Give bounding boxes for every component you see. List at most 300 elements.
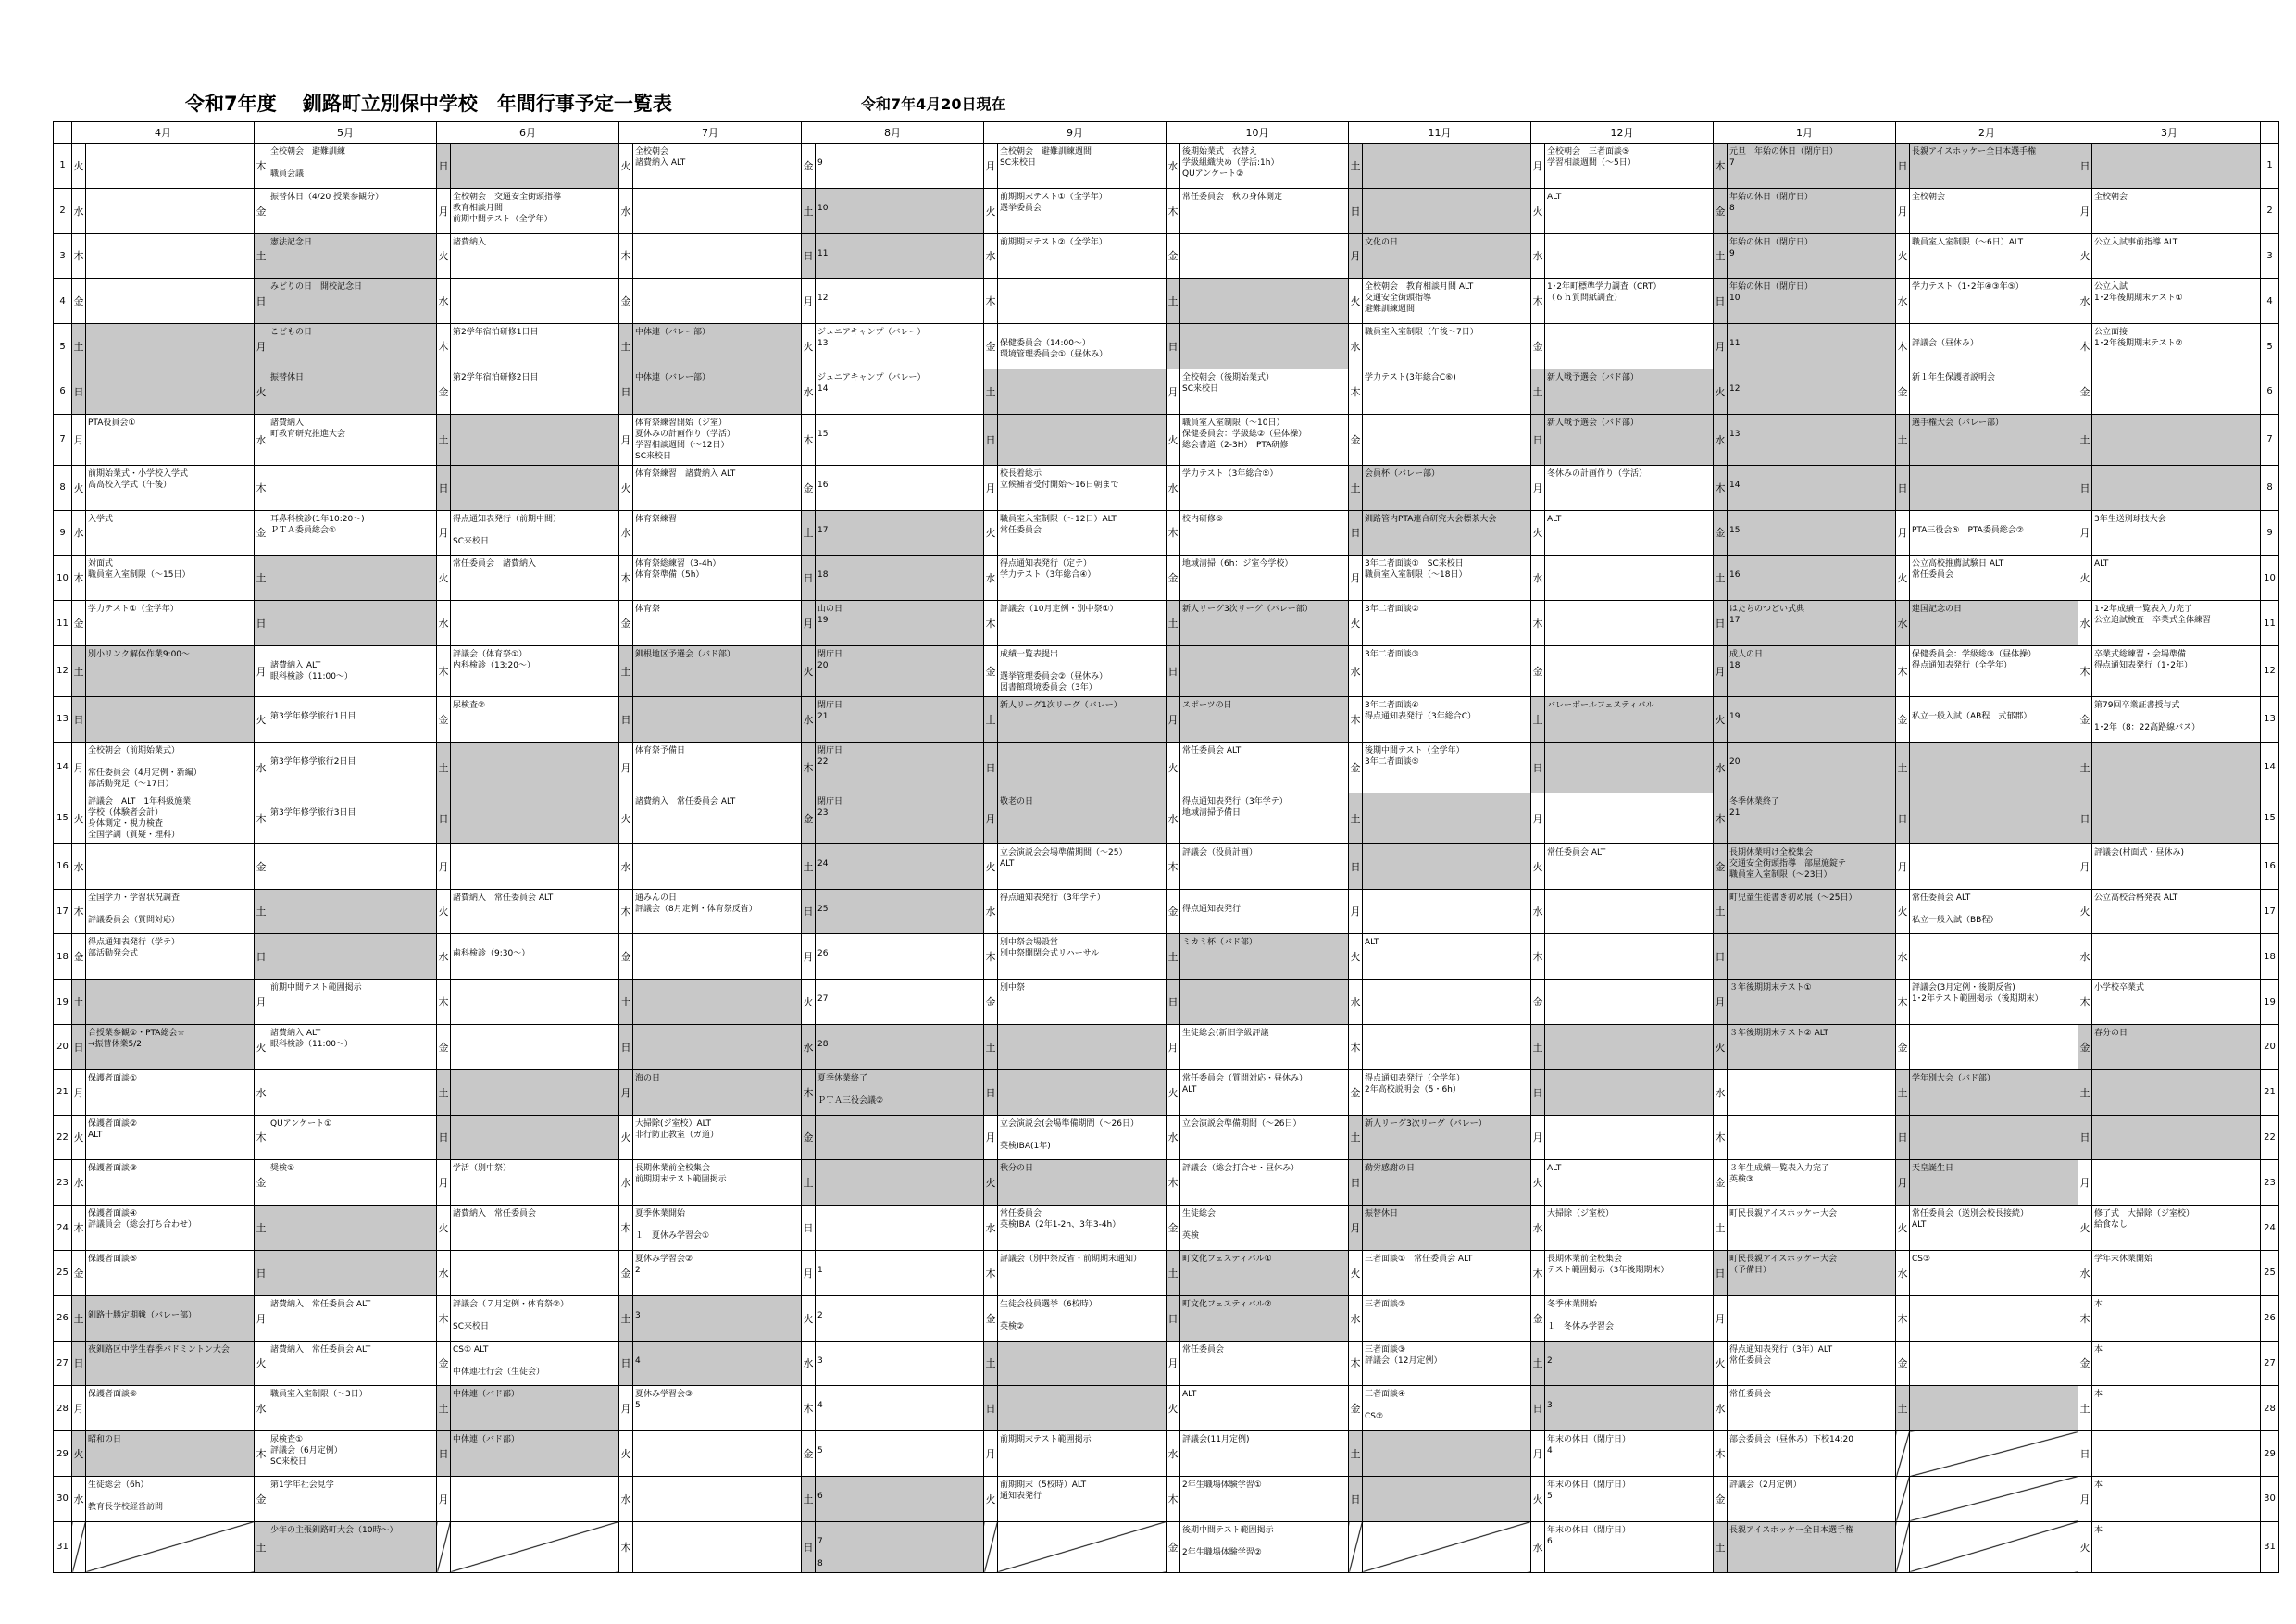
- event-cell: [1910, 1115, 2078, 1160]
- weekday-cell: 土: [2078, 414, 2092, 465]
- weekday-cell: 月: [984, 1431, 998, 1477]
- event-text: 町教育研究推進大会: [270, 429, 346, 439]
- event-text: 常任委員会: [1729, 1355, 1772, 1366]
- event-cell: [1728, 233, 1896, 279]
- event-text: 別中祭: [1000, 983, 1026, 993]
- weekday-cell: 日: [802, 556, 816, 601]
- day-number: 29: [54, 1431, 72, 1477]
- weekday-cell: 木: [802, 1386, 816, 1431]
- weekday-cell: 日: [72, 1341, 86, 1386]
- day-number: 18: [54, 934, 72, 980]
- event-text: [1000, 327, 1164, 338]
- event-cell: [1363, 1206, 1531, 1251]
- event-cell: [1910, 1069, 2078, 1115]
- weekday-cell: 金: [255, 843, 268, 889]
- event-cell: [86, 742, 255, 793]
- event-text: 小学校卒業式: [2094, 983, 2145, 993]
- event-text: 尿検査①: [270, 1435, 304, 1445]
- event-cell: [816, 843, 984, 889]
- weekday-cell: 月: [1896, 843, 1910, 889]
- event-text: 8: [817, 1558, 823, 1568]
- event-text: 評議会 ALT 1年科級施業: [88, 796, 192, 806]
- event-text: 職員室入室制限（～23日）: [1729, 869, 1832, 880]
- event-text: （予備日）: [1729, 1265, 1772, 1275]
- event-cell: [998, 1476, 1167, 1521]
- nonexistent-day-cell: [1896, 1431, 1910, 1477]
- event-cell: [1180, 934, 1349, 980]
- weekday-cell: 水: [984, 233, 998, 279]
- weekday-cell: 日: [802, 889, 816, 934]
- event-text: 14: [817, 383, 829, 394]
- event-cell: [268, 556, 437, 601]
- event-cell: [633, 980, 802, 1025]
- event-text: 非行防止教室（ガ道）: [635, 1130, 719, 1140]
- event-cell: [633, 1024, 802, 1069]
- day-number: 9: [54, 510, 72, 556]
- weekday-cell: 日: [437, 465, 451, 510]
- weekday-cell: 金: [1349, 742, 1363, 793]
- event-text: 閉庁日: [817, 745, 843, 756]
- event-text: 眼科検診（11:00～）: [270, 671, 353, 681]
- event-text: 釧根地区予選会（バド部）: [635, 649, 735, 659]
- event-cell: [268, 1250, 437, 1295]
- event-text: 諸費納入 ALT: [270, 1028, 321, 1038]
- event-text: 新人リーグ3次リーグ（バレー）: [1365, 1118, 1487, 1129]
- weekday-cell: 金: [1714, 1476, 1728, 1521]
- weekday-cell: 月: [802, 279, 816, 324]
- event-text: 得点通知表発行（3年）ALT: [1729, 1344, 1833, 1355]
- event-cell: [633, 1386, 802, 1431]
- event-text: [270, 157, 434, 169]
- event-text: [1729, 745, 1893, 756]
- event-text: テスト範囲掲示（3年後期期末）: [1547, 1265, 1669, 1275]
- day-number-right: 18: [2261, 934, 2279, 980]
- event-text: ３年後期期末テスト①: [1729, 983, 1812, 993]
- event-cell: [1910, 843, 2078, 889]
- event-cell: [1180, 601, 1349, 646]
- event-text: 全校朝会: [1912, 192, 1946, 202]
- event-cell: [1180, 1069, 1349, 1115]
- event-text: 公立追試検査 卒業式全体練習: [2094, 616, 2212, 626]
- event-cell: [1728, 1341, 1896, 1386]
- weekday-cell: 金: [1167, 1521, 1180, 1572]
- weekday-cell: 火: [1167, 742, 1180, 793]
- event-text: 15: [1729, 525, 1741, 535]
- event-cell: [1728, 1024, 1896, 1069]
- event-text: 3: [635, 1310, 641, 1320]
- event-cell: [1545, 1341, 1714, 1386]
- event-text: 12: [817, 294, 829, 304]
- event-text: [1912, 904, 2076, 915]
- weekday-cell: 土: [802, 1476, 816, 1521]
- event-cell: [1910, 889, 2078, 934]
- event-cell: [816, 645, 984, 696]
- event-text: 2: [1547, 1355, 1553, 1366]
- event-text: 第3学年修学旅行1日目: [270, 711, 356, 721]
- weekday-cell: 火: [1349, 1250, 1363, 1295]
- event-text: 夜釧路区中学生春季バドミントン大会: [88, 1344, 230, 1355]
- weekday-cell: 火: [72, 793, 86, 843]
- day-row: [54, 1160, 2279, 1206]
- event-cell: [998, 793, 1167, 843]
- event-cell: [1545, 188, 1714, 233]
- weekday-cell: 日: [619, 696, 633, 742]
- event-text: 教育相談月間: [453, 203, 504, 213]
- day-number: 8: [54, 465, 72, 510]
- event-cell: [451, 188, 619, 233]
- event-cell: [268, 1341, 437, 1386]
- event-text: 町児童生徒書き初め展（～25日）: [1729, 893, 1857, 903]
- event-cell: [1180, 1115, 1349, 1160]
- weekday-cell: 火: [1531, 1476, 1545, 1521]
- event-text: SC来校日: [453, 536, 489, 546]
- weekday-cell: 水: [1896, 934, 1910, 980]
- event-cell: [1545, 1024, 1714, 1069]
- event-text: 元旦 年始の休日（閉庁日）: [1729, 147, 1839, 156]
- weekday-cell: 月: [255, 980, 268, 1025]
- day-number-right: 28: [2261, 1386, 2279, 1431]
- month-header: 7月: [619, 122, 802, 144]
- day-row: [54, 279, 2279, 324]
- event-cell: [451, 1024, 619, 1069]
- weekday-cell: 火: [437, 556, 451, 601]
- event-text: 前期期末テスト②（全学年）: [1000, 237, 1107, 247]
- weekday-cell: 水: [1531, 1521, 1545, 1572]
- weekday-cell: 金: [984, 645, 998, 696]
- event-text: 13: [1729, 429, 1741, 439]
- weekday-cell: 木: [1167, 188, 1180, 233]
- event-text: [817, 514, 981, 525]
- event-cell: [86, 1024, 255, 1069]
- weekday-cell: 土: [984, 696, 998, 742]
- event-cell: [451, 465, 619, 510]
- weekday-cell: 水: [1531, 233, 1545, 279]
- event-text: 会員杯（バレー部）: [1365, 468, 1441, 479]
- weekday-cell: 金: [802, 144, 816, 189]
- weekday-cell: 火: [1167, 1069, 1180, 1115]
- event-text: 第2学年宿泊研修2日目: [453, 372, 539, 382]
- event-text: 前期期末テスト①（全学年）: [1000, 192, 1107, 202]
- event-cell: [1180, 188, 1349, 233]
- weekday-cell: 火: [1531, 188, 1545, 233]
- weekday-cell: 月: [619, 414, 633, 465]
- event-cell: [86, 556, 255, 601]
- event-text: 高高校入学式（午後）: [88, 480, 172, 490]
- event-text: 校内研修⑤: [1182, 514, 1224, 524]
- event-cell: [1180, 843, 1349, 889]
- event-cell: [268, 793, 437, 843]
- event-cell: [998, 233, 1167, 279]
- event-text: 評議会(3月定例・後期反省): [1912, 983, 2015, 993]
- event-text: 評議会（8月定例・体育祭反省）: [635, 904, 757, 914]
- event-cell: [2092, 324, 2261, 369]
- event-text: 年末の休日（閉庁日）: [1547, 1525, 1631, 1535]
- weekday-cell: 木: [2078, 324, 2092, 369]
- weekday-cell: 金: [802, 793, 816, 843]
- day-number: 3: [54, 233, 72, 279]
- weekday-cell: 火: [255, 1341, 268, 1386]
- event-text: 21: [817, 711, 829, 721]
- event-text: [270, 700, 434, 711]
- event-text: 諸費納入 ALT: [635, 158, 686, 168]
- weekday-cell: 月: [255, 645, 268, 696]
- event-text: [88, 904, 252, 915]
- day-number-right: 19: [2261, 980, 2279, 1025]
- day-number: 2: [54, 188, 72, 233]
- event-text: 諸費納入 常任委員会 ALT: [635, 796, 736, 806]
- weekday-cell: 水: [1349, 980, 1363, 1025]
- event-text: [88, 1299, 252, 1310]
- nonexistent-day-cell: [1910, 1476, 2078, 1521]
- event-cell: [998, 144, 1167, 189]
- event-text: （６ｈ質問紙調査）: [1547, 294, 1623, 304]
- weekday-cell: 火: [1167, 414, 1180, 465]
- event-text: 評議会（体育祭①）: [453, 649, 528, 659]
- weekday-cell: 火: [1896, 889, 1910, 934]
- day-number-right: 5: [2261, 324, 2279, 369]
- event-text: [1912, 514, 2076, 525]
- weekday-cell: 火: [2078, 556, 2092, 601]
- weekday-cell: 金: [72, 601, 86, 646]
- event-cell: [1363, 279, 1531, 324]
- event-text: 立会演説会準備期間（～26日）: [1182, 1118, 1302, 1129]
- event-text: 19: [817, 616, 829, 626]
- weekday-cell: 木: [1714, 144, 1728, 189]
- event-text: 16: [817, 480, 829, 490]
- weekday-cell: 日: [1714, 1250, 1728, 1295]
- event-cell: [268, 1431, 437, 1477]
- event-text: 学力テスト（1･2年④③年⑤）: [1912, 282, 2024, 293]
- event-text: 評議会（役員計画）: [1182, 847, 1258, 857]
- weekday-cell: 土: [619, 1295, 633, 1341]
- event-cell: [2092, 980, 2261, 1025]
- weekday-cell: 土: [802, 843, 816, 889]
- nonexistent-day-cell: [1896, 1521, 1910, 1572]
- event-text: ミカミ杯（バド部）: [1182, 938, 1257, 948]
- event-cell: [1545, 279, 1714, 324]
- event-cell: [1180, 324, 1349, 369]
- weekday-cell: 日: [255, 601, 268, 646]
- event-text: [1000, 660, 1164, 671]
- event-cell: [816, 1160, 984, 1206]
- event-text: １ 冬休み学習会: [1547, 1321, 1615, 1331]
- event-text: 地域清掃（6h：ジ室今学校）: [1182, 559, 1293, 569]
- weekday-cell: 水: [2078, 279, 2092, 324]
- event-cell: [451, 696, 619, 742]
- day-row: [54, 1069, 2279, 1115]
- event-text: 本: [2094, 1525, 2103, 1535]
- weekday-cell: 水: [1531, 1206, 1545, 1251]
- weekday-cell: 月: [984, 793, 998, 843]
- event-cell: [998, 1069, 1167, 1115]
- weekday-cell: 火: [802, 980, 816, 1025]
- event-cell: [1910, 1160, 2078, 1206]
- event-cell: [86, 279, 255, 324]
- event-cell: [633, 1160, 802, 1206]
- weekday-cell: 月: [72, 1069, 86, 1115]
- weekday-cell: 火: [1167, 1386, 1180, 1431]
- event-cell: [1363, 601, 1531, 646]
- month-header: 2月: [1896, 122, 2078, 144]
- event-cell: [86, 1250, 255, 1295]
- event-cell: [2092, 1069, 2261, 1115]
- weekday-cell: 月: [437, 843, 451, 889]
- weekday-cell: 金: [437, 1024, 451, 1069]
- event-cell: [816, 742, 984, 793]
- event-cell: [451, 645, 619, 696]
- event-text: [817, 237, 981, 248]
- day-row: [54, 556, 2279, 601]
- event-cell: [268, 696, 437, 742]
- event-text: 町文化フェスティバル①: [1182, 1254, 1272, 1264]
- event-cell: [1910, 742, 2078, 793]
- weekday-cell: 日: [2078, 793, 2092, 843]
- event-text: 18: [1729, 660, 1741, 670]
- day-row: [54, 465, 2279, 510]
- weekday-cell: 木: [255, 1431, 268, 1477]
- day-row: [54, 1250, 2279, 1295]
- day-row: [54, 1386, 2279, 1431]
- weekday-cell: 木: [1349, 369, 1363, 414]
- event-text: 校長着総示: [1000, 468, 1042, 479]
- event-cell: [1180, 1476, 1349, 1521]
- event-cell: [2092, 144, 2261, 189]
- day-row: [54, 369, 2279, 414]
- event-text: 学習相談週間（～5日）: [1547, 158, 1636, 168]
- day-number-right: 13: [2261, 696, 2279, 742]
- weekday-cell: 日: [619, 1024, 633, 1069]
- weekday-cell: 土: [2078, 1386, 2092, 1431]
- event-text: 職員室入室制限（～18日）: [1365, 570, 1467, 581]
- event-text: 別中祭開閉会式リハーサル: [1000, 949, 1100, 959]
- weekday-cell: 木: [1349, 1024, 1363, 1069]
- event-cell: [2092, 279, 2261, 324]
- event-text: 私立一般入試（BB程）: [1912, 915, 1999, 925]
- event-cell: [816, 889, 984, 934]
- event-cell: [1545, 369, 1714, 414]
- event-text: [1547, 1389, 1711, 1400]
- weekday-cell: 水: [72, 1160, 86, 1206]
- event-text: 13: [817, 339, 829, 349]
- weekday-cell: 火: [619, 1431, 633, 1477]
- event-cell: [633, 1521, 802, 1572]
- event-text: 部会委員会（昼休み）下校14:20: [1729, 1435, 1853, 1445]
- event-text: [1365, 1400, 1529, 1411]
- weekday-cell: 土: [1714, 1521, 1728, 1572]
- event-cell: [268, 601, 437, 646]
- weekday-cell: 金: [619, 279, 633, 324]
- day-number: 7: [54, 414, 72, 465]
- event-cell: [1545, 1206, 1714, 1251]
- event-text: 3年二者面談②: [1365, 605, 1419, 615]
- event-cell: [1363, 1431, 1531, 1477]
- event-text: 評議員会（総会打ち合わせ）: [88, 1220, 197, 1230]
- event-text: 尿検査②: [453, 700, 486, 710]
- event-text: 3: [817, 1355, 823, 1366]
- event-text: 諸費納入 常任委員会 ALT: [453, 893, 554, 903]
- weekday-cell: 日: [2078, 144, 2092, 189]
- event-cell: [1180, 414, 1349, 465]
- event-cell: [86, 889, 255, 934]
- weekday-cell: 日: [2078, 465, 2092, 510]
- weekday-cell: 月: [72, 1386, 86, 1431]
- day-number-right: 25: [2261, 1250, 2279, 1295]
- weekday-cell: 日: [984, 1386, 998, 1431]
- weekday-cell: 木: [1896, 645, 1910, 696]
- weekday-cell: 水: [72, 843, 86, 889]
- weekday-cell: 木: [1349, 696, 1363, 742]
- day-row: [54, 324, 2279, 369]
- weekday-cell: 月: [72, 414, 86, 465]
- weekday-cell: 木: [1167, 510, 1180, 556]
- weekday-cell: 土: [1531, 1341, 1545, 1386]
- event-cell: [1180, 1386, 1349, 1431]
- event-text: [635, 1299, 799, 1310]
- weekday-cell: 金: [1896, 369, 1910, 414]
- event-text: 奨検①: [270, 1164, 295, 1174]
- event-text: 2年高校説明会（5・6h）: [1365, 1084, 1461, 1094]
- event-text: 得点通知表発行: [1182, 904, 1242, 914]
- event-text: 英検③: [1729, 1175, 1754, 1185]
- event-cell: [2092, 1250, 2261, 1295]
- event-cell: [1363, 1295, 1531, 1341]
- event-cell: [2092, 793, 2261, 843]
- day-number: 6: [54, 369, 72, 414]
- weekday-cell: 日: [1167, 324, 1180, 369]
- event-text: 保護者面談⑤: [88, 1254, 138, 1264]
- event-text: 得点通知表発行（1･2年）: [2094, 660, 2192, 670]
- event-text: SC来校日: [635, 451, 671, 461]
- event-cell: [816, 556, 984, 601]
- day-number: 11: [54, 601, 72, 646]
- month-header: 12月: [1531, 122, 1714, 144]
- weekday-cell: 土: [802, 1160, 816, 1206]
- nonexistent-day-cell: [437, 1521, 451, 1572]
- nonexistent-day-cell: [1896, 1476, 1910, 1521]
- event-text: 教育長学校経営訪問: [88, 1502, 164, 1512]
- weekday-cell: 日: [619, 1341, 633, 1386]
- event-cell: [1180, 742, 1349, 793]
- weekday-cell: 木: [437, 980, 451, 1025]
- weekday-cell: 土: [1531, 1024, 1545, 1069]
- weekday-cell: 火: [72, 1431, 86, 1477]
- weekday-cell: 土: [1896, 1069, 1910, 1115]
- weekday-cell: 水: [1531, 556, 1545, 601]
- event-cell: [1180, 980, 1349, 1025]
- weekday-cell: 日: [1714, 934, 1728, 980]
- annual-event-calendar: [53, 121, 2279, 1573]
- weekday-cell: 金: [1349, 1386, 1363, 1431]
- weekday-cell: 月: [802, 1250, 816, 1295]
- day-number: 30: [54, 1476, 72, 1521]
- event-text: 海の日: [635, 1073, 661, 1083]
- day-number-right: 26: [2261, 1295, 2279, 1341]
- event-cell: [633, 1295, 802, 1341]
- weekday-cell: 火: [802, 1295, 816, 1341]
- event-text: CS②: [1365, 1412, 1384, 1422]
- event-text: 3年生送別球技大会: [2094, 514, 2166, 524]
- event-text: [817, 847, 981, 858]
- day-number: 4: [54, 279, 72, 324]
- event-cell: [1545, 1250, 1714, 1295]
- event-cell: [1910, 369, 2078, 414]
- weekday-cell: 日: [255, 1250, 268, 1295]
- event-text: 長期休業前全校集会: [1547, 1254, 1623, 1264]
- weekday-cell: 金: [255, 188, 268, 233]
- event-text: 新人リーグ3次リーグ（バレー部）: [1182, 605, 1313, 615]
- nonexistent-day-cell: [1363, 1521, 1531, 1572]
- weekday-cell: 土: [1531, 696, 1545, 742]
